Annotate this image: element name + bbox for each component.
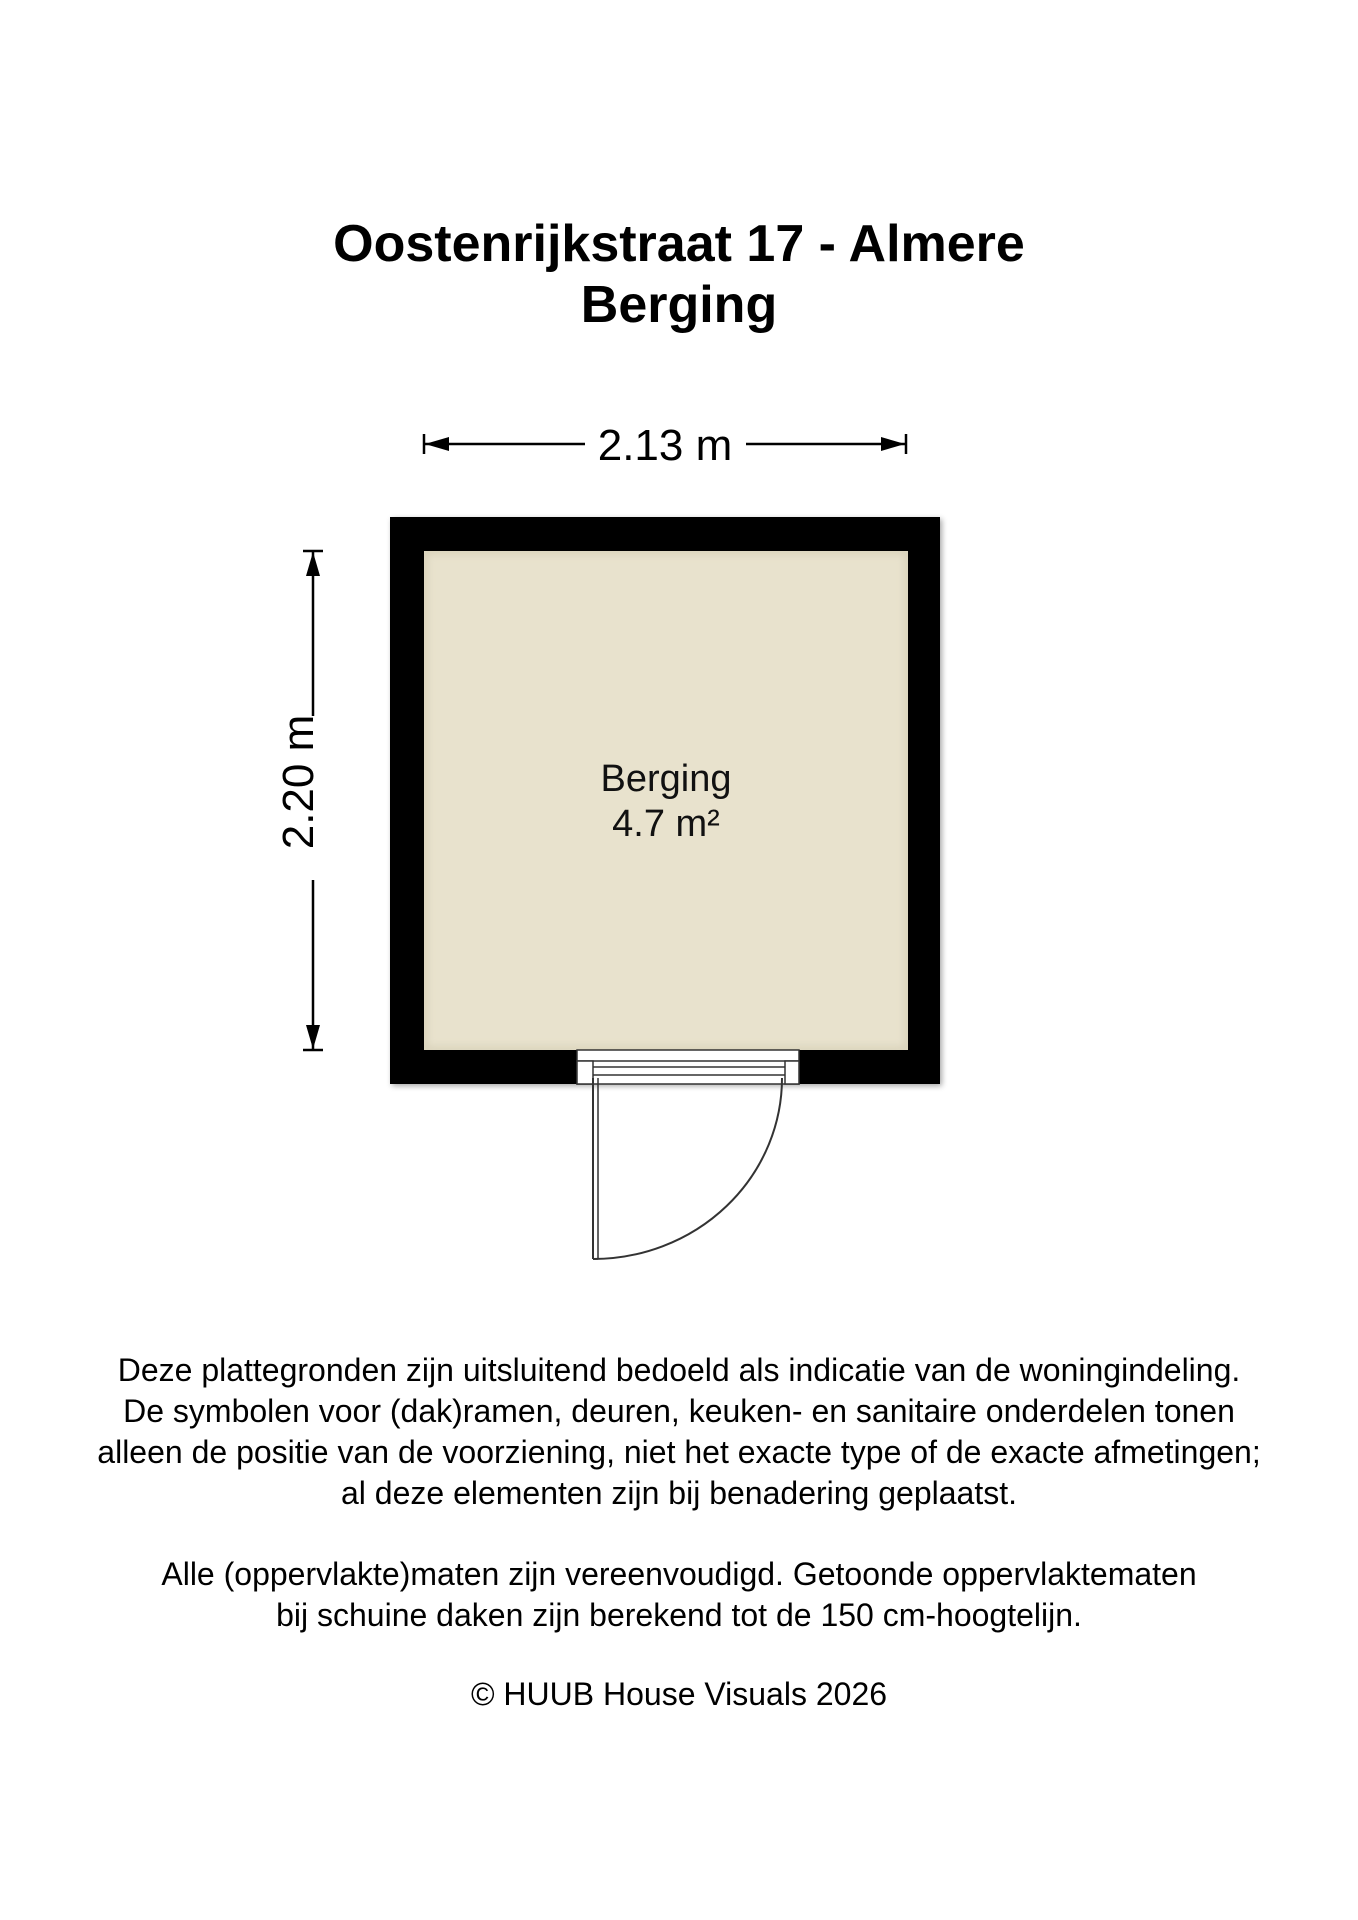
door-jamb-right — [785, 1061, 799, 1084]
disclaimer-paragraph-2 — [0, 1554, 1358, 1636]
height-dimension — [274, 551, 323, 1050]
disclaimer-line: Alle (oppervlakte)maten zijn vereenvoudigd. Getoonde oppervlaktematen — [161, 1556, 1197, 1592]
door — [577, 1050, 799, 1259]
height-dimension-arrow-bottom — [306, 1025, 320, 1049]
door-swing-arc — [593, 1078, 782, 1259]
width-dimension-label: 2.13 m — [597, 421, 733, 470]
height-dimension-arrow-top — [306, 552, 320, 576]
page-title: Oostenrijkstraat 17 - Almere — [333, 215, 1025, 273]
height-dimension-label: 2.20 m — [274, 714, 323, 850]
width-dimension-arrow-left — [425, 437, 449, 451]
disclaimer-line: bij schuine daken zijn berekend tot de 150 cm-hoogtelijn. — [276, 1597, 1082, 1633]
room-area: 4.7 m² — [612, 803, 720, 845]
door-jamb-left — [577, 1061, 593, 1084]
disclaimer-line: alleen de positie van de voorziening, niet het exacte type of de exacte afmetingen; — [97, 1434, 1261, 1470]
width-dimension — [424, 421, 906, 470]
width-dimension-arrow-right — [881, 437, 905, 451]
copyright-notice: © HUUB House Visuals 2026 — [470, 1676, 888, 1712]
disclaimer-line: De symbolen voor (dak)ramen, deuren, keuken- en sanitaire onderdelen tonen — [123, 1393, 1235, 1429]
disclaimer-paragraph-1 — [0, 1350, 1358, 1514]
disclaimer-line: al deze elementen zijn bij benadering geplaatst. — [340, 1475, 1017, 1511]
disclaimer-line: Deze plattegronden zijn uitsluitend bedoeld als indicatie van de woningindeling. — [117, 1352, 1241, 1388]
floor-title: Berging — [580, 276, 778, 334]
room-name: Berging — [600, 758, 732, 800]
room-floor — [424, 551, 908, 1050]
